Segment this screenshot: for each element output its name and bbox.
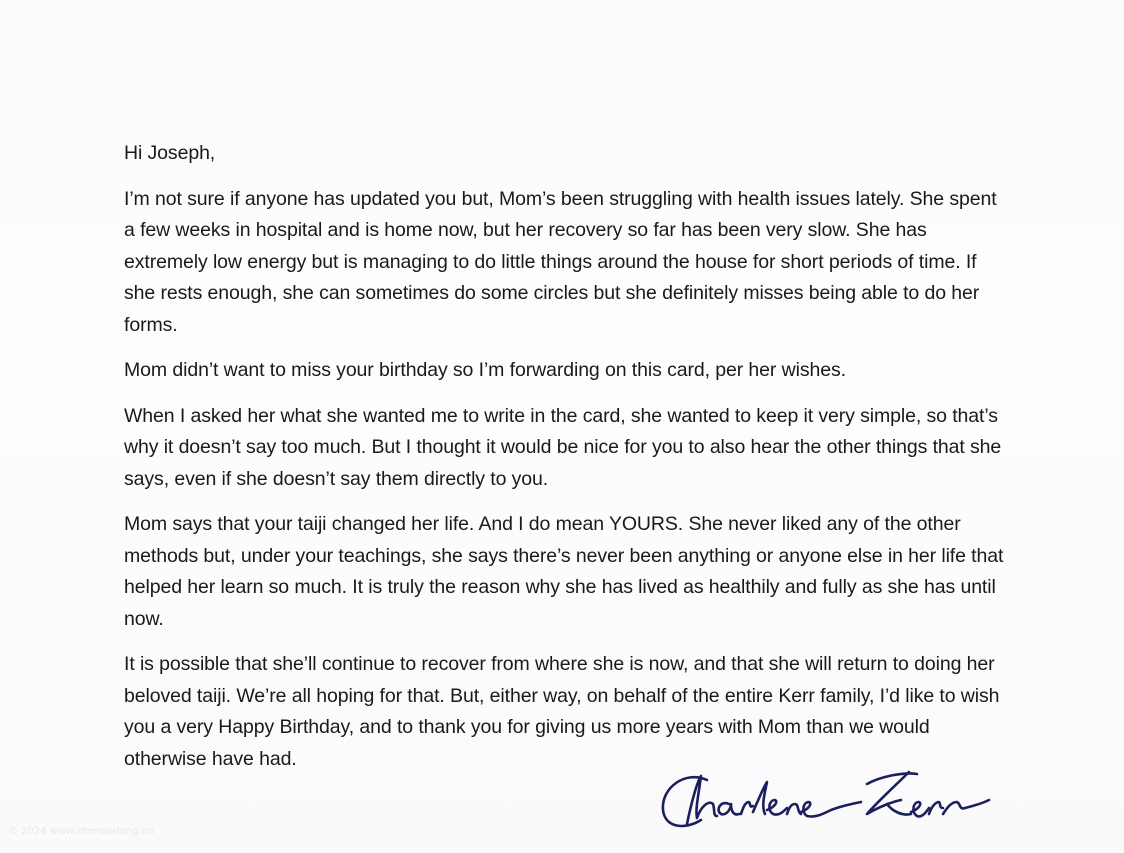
- handwritten-signature: [655, 758, 1035, 838]
- letter-paragraph-1: I’m not sure if anyone has updated you but, Mom’s been struggling with health issues lately. She spent a few weeks in hospital and is home now, but her recovery so far has been very slow. She has extremely low energy but is managing to do little things around the house for short periods of time. If she rests enough, she can sometimes do some circles but she definitely misses being able to do her forms.: [124, 187, 997, 336]
- letter-paragraph-4: Mom says that your taiji changed her life. And I do mean YOURS. She never liked any of the other methods but, under your teachings, she says there’s never been anything or anyone else in her life that helped her learn so much. It is truly the reason why she has lived as healthily and fully as she has until now.: [124, 513, 1004, 630]
- letter-paragraph-5: It is possible that she’ll continue to recover from where she is now, and that she will return to doing her beloved taiji. We’re all hoping for that. But, either way, on behalf of the entire Kerr family, I’d like to wish you a very Happy Birthday, and to thank you for giving us more years with Mom than we would otherwise have had.: [124, 653, 1000, 770]
- letter-body: [124, 138, 1004, 789]
- letter-paragraph-2: Mom didn’t want to miss your birthday so I’m forwarding on this card, per her wishes.: [124, 359, 846, 381]
- watermark-text: © 2024 www.zhenbudong.cn: [8, 826, 154, 837]
- letter-greeting: Hi Joseph,: [124, 142, 216, 164]
- letter-paragraph-3: When I asked her what she wanted me to write in the card, she wanted to keep it very simple, so that’s why it doesn’t say too much. But I thought it would be nice for you to also hear the other things that she says, even if she doesn’t say them directly to you.: [124, 404, 1002, 490]
